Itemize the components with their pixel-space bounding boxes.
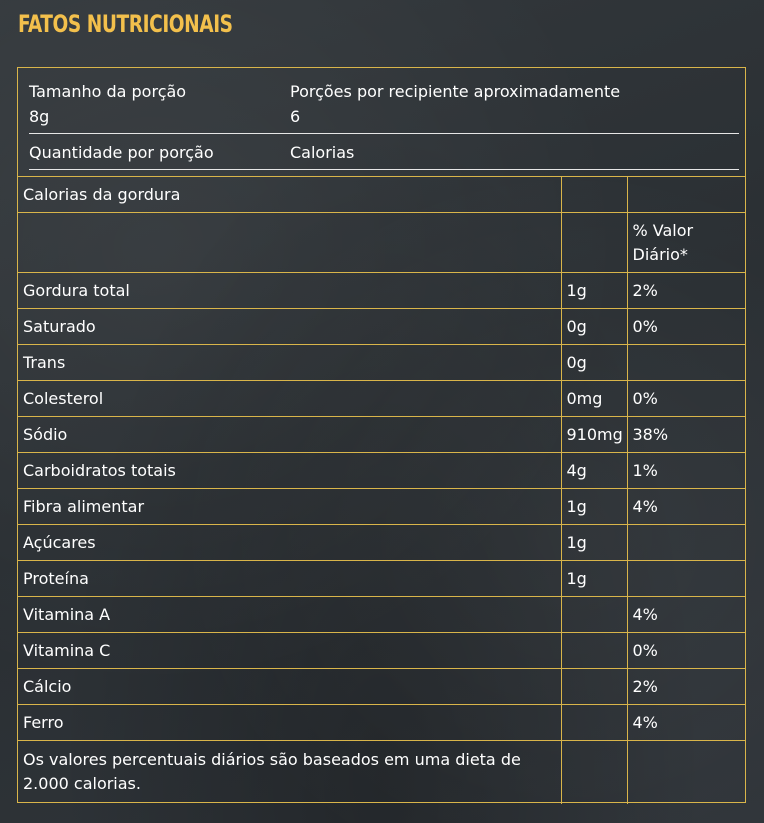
nutrient-daily-value: 0%: [627, 309, 745, 345]
nutrient-name: Carboidratos totais: [18, 453, 561, 489]
nutrient-amount: 4g: [561, 453, 627, 489]
nutrient-daily-value: 0%: [627, 381, 745, 417]
nutrient-amount: 910mg: [561, 417, 627, 453]
nutrient-row: [18, 633, 745, 669]
amount-per-serving-label: Quantidade por porção: [29, 143, 214, 162]
servings-per-container-label: Porções por recipiente aproximadamente: [290, 82, 621, 101]
nutrition-facts-panel: [17, 67, 746, 803]
nutrient-row: [18, 597, 745, 633]
divider: [29, 169, 739, 170]
nutrient-row: [18, 525, 745, 561]
serving-info: [18, 68, 745, 176]
nutrient-daily-value: 2%: [627, 273, 745, 309]
nutrition-table: [18, 176, 745, 804]
table-cell-empty: [18, 213, 561, 273]
nutrient-amount: 0g: [561, 345, 627, 381]
nutrient-daily-value: 1%: [627, 453, 745, 489]
nutrient-row: [18, 453, 745, 489]
fat-calories-row: [18, 177, 745, 213]
divider: [29, 133, 739, 134]
fat-calories-label: Calorias da gordura: [18, 177, 561, 213]
table-cell-empty: [561, 213, 627, 273]
nutrient-name: Proteína: [18, 561, 561, 597]
nutrient-amount: 0mg: [561, 381, 627, 417]
nutrient-daily-value: [627, 345, 745, 381]
nutrient-name: Vitamina A: [18, 597, 561, 633]
nutrient-name: Cálcio: [18, 669, 561, 705]
nutrient-name: Sódio: [18, 417, 561, 453]
nutrient-daily-value: 4%: [627, 705, 745, 741]
nutrient-name: Gordura total: [18, 273, 561, 309]
nutrient-name: Saturado: [18, 309, 561, 345]
nutrient-row: [18, 489, 745, 525]
nutrient-daily-value: 4%: [627, 489, 745, 525]
nutrient-row: [18, 345, 745, 381]
servings-per-container-value: 6: [290, 107, 301, 126]
nutrient-daily-value: [627, 561, 745, 597]
footnote-row: [18, 741, 745, 804]
nutrient-daily-value: 2%: [627, 669, 745, 705]
nutrient-daily-value: 0%: [627, 633, 745, 669]
nutrient-name: Vitamina C: [18, 633, 561, 669]
table-cell-empty: [627, 741, 745, 804]
serving-size-value: 8g: [29, 107, 50, 126]
page-title: FATOS NUTRICIONAIS: [18, 10, 233, 38]
nutrient-amount: [561, 597, 627, 633]
nutrient-row: [18, 705, 745, 741]
nutrient-name: Trans: [18, 345, 561, 381]
serving-size-label: Tamanho da porção: [29, 82, 187, 101]
nutrient-amount: 1g: [561, 273, 627, 309]
nutrient-row: [18, 669, 745, 705]
nutrient-amount: [561, 633, 627, 669]
nutrient-row: [18, 417, 745, 453]
nutrient-row: [18, 273, 745, 309]
nutrient-amount: 0g: [561, 309, 627, 345]
nutrient-row: [18, 561, 745, 597]
nutrient-name: Açúcares: [18, 525, 561, 561]
nutrient-name: Colesterol: [18, 381, 561, 417]
dv-header-row: [18, 213, 745, 273]
nutrient-amount: 1g: [561, 489, 627, 525]
nutrient-row: [18, 309, 745, 345]
nutrient-name: Ferro: [18, 705, 561, 741]
table-cell-empty: [627, 177, 745, 213]
footnote: Os valores percentuais diários são baseados em uma dieta de 2.000 calorias.: [18, 741, 561, 804]
nutrient-amount: [561, 705, 627, 741]
nutrient-amount: [561, 669, 627, 705]
nutrient-row: [18, 381, 745, 417]
nutrient-amount: 1g: [561, 525, 627, 561]
nutrient-daily-value: 4%: [627, 597, 745, 633]
calories-label: Calorias: [290, 143, 355, 162]
daily-value-header: % Valor Diário*: [627, 213, 745, 273]
nutrient-daily-value: 38%: [627, 417, 745, 453]
nutrient-daily-value: [627, 525, 745, 561]
table-cell-empty: [561, 177, 627, 213]
nutrient-name: Fibra alimentar: [18, 489, 561, 525]
nutrient-amount: 1g: [561, 561, 627, 597]
table-cell-empty: [561, 741, 627, 804]
